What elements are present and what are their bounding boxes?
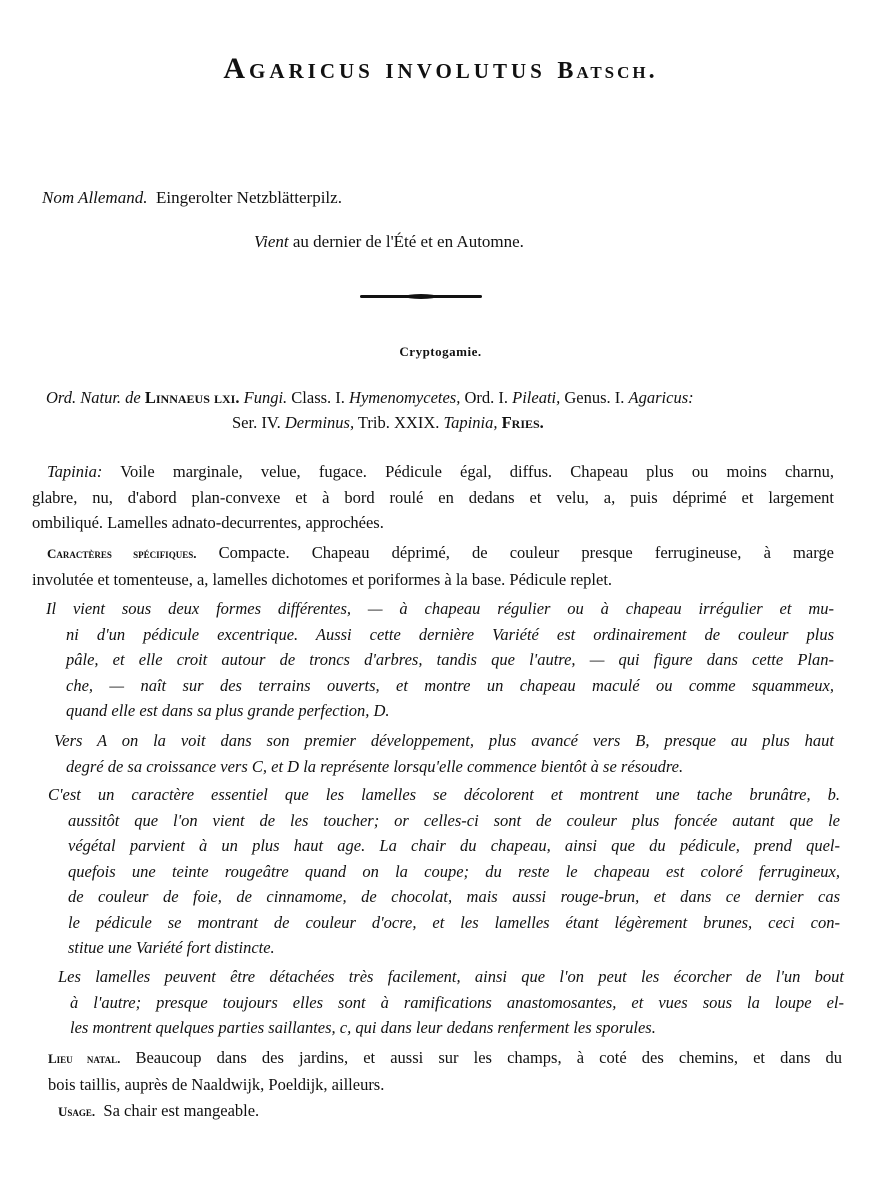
text-line: le pédicule se montrant de couleur d'ocre, et les lamelles étant légèrement brunes, ceci con- (68, 912, 840, 932)
class-hymenomycetes: Hymenomycetes, (349, 388, 461, 407)
text-line: involutée et tomenteuse, a, lamelles dichotomes et poriformes à la base. Pédicule replet. (32, 569, 613, 589)
text-line (48, 1045, 842, 1072)
paragraph-tapinia (32, 459, 834, 536)
nom-allemand-label: Nom Allemand. (42, 188, 148, 207)
class-fries: Fries. (501, 413, 544, 432)
classification-line-2 (232, 413, 544, 433)
text-line: bois taillis, auprès de Naaldwijk, Poeldijk, ailleurs. (48, 1074, 385, 1094)
nom-allemand (42, 188, 342, 208)
lieu-label: Lieu natal. (48, 1051, 121, 1066)
title-main: Agaricus involutus (223, 52, 546, 85)
text-line: pâle, et elle croit autour de troncs d'arbres, tandis que l'autre, — qui figure dans cette Plan- (66, 650, 834, 669)
section-heading: Cryptogamie. (399, 344, 482, 359)
class-derminus: Derminus, (284, 413, 355, 432)
text-line: C'est un caractère essentiel que les lamelles se décolorent et montrent une tache brunâtre, b. (48, 785, 840, 804)
text-line (32, 540, 834, 567)
text-line (32, 459, 834, 485)
class-pileati: Pileati, (512, 388, 561, 407)
paragraph-caracteres (32, 540, 834, 592)
text-line: glabre, nu, d'abord plan-convexe et à bord roulé en dedans et velu, a, puis déprimé et largement (32, 487, 834, 507)
class-de: de (125, 388, 141, 407)
class-linnaeus: Linnaeus lxi. (144, 388, 240, 407)
class-ser: Ser. IV. (232, 413, 281, 432)
paragraph-caractere-essentiel (48, 782, 840, 961)
text-line: à l'autre; presque toujours elles sont à ramifications anastomosantes, et vues sous la loupe el- (70, 992, 844, 1012)
class-genus: Genus. I. (564, 388, 625, 407)
text-span: Beaucoup dans des jardins, et aussi sur les champs, à coté des chemins, et dans du (135, 1048, 842, 1067)
text-line: quefois une teinte rougeâtre quand on la coupe; du reste le chapeau est coloré ferrugineux, (68, 861, 840, 881)
text-line: de couleur de foie, de cinnamome, de chocolat, mais aussi rouge-brun, et dans ce dernier cas (68, 887, 840, 906)
text-line: végétal parvient à un plus haut age. La chair du chapeau, ainsi que du pédicule, prend quel- (68, 836, 840, 855)
decorative-rule (360, 295, 482, 298)
class-ord: Ord. I. (464, 388, 509, 407)
class-ord-natur: Ord. Natur. (46, 388, 122, 407)
text-line: stitue une Variété fort distincte. (68, 938, 275, 957)
text-line: les montrent quelques parties saillantes, c, qui dans leur dedans renferment les sporules. (70, 1018, 656, 1037)
paragraph-lieu-natal (48, 1045, 842, 1097)
text-line: degré de sa croissance vers C, et D la représente lorsqu'elle commence bientôt à se résoudre. (66, 756, 684, 776)
text-span: Voile marginale, velue, fugace. Pédicule égal, diffus. Chapeau plus ou moins charnu, (120, 462, 834, 481)
usage-label: Usage. (58, 1104, 96, 1119)
title-author: Batsch. (557, 58, 658, 84)
text-line: che, — naît sur des terrains ouverts, et montre un chapeau maculé ou comme squammeux, (66, 675, 834, 695)
vient-label: Vient (254, 232, 289, 251)
paragraph-formes (46, 596, 834, 724)
usage-line (58, 1101, 259, 1121)
class-tapinia: Tapinia, (443, 413, 498, 432)
class-fungi: Fungi. (243, 388, 288, 407)
class-agaricus: Agaricus: (628, 388, 694, 407)
text-line: Il vient sous deux formes différentes, — à chapeau régulier ou à chapeau irrégulier et mu- (46, 599, 834, 618)
nom-allemand-value: Eingerolter Netzblätterpilz. (155, 188, 342, 207)
text-line: aussitôt que l'on vient de les toucher; or celles-ci sont de couleur plus foncée autant que le (68, 810, 840, 830)
class-trib: Trib. XXIX. (357, 413, 440, 432)
text-line: Les lamelles peuvent être détachées très facilement, ainsi que l'on peut les écorcher de l'un bout (58, 967, 844, 986)
text-line: ni d'un pédicule excentrique. Aussi cette dernière Variété est ordinairement de couleur plus (66, 624, 834, 644)
season-line (254, 232, 524, 252)
class-class: Class. I. (291, 388, 345, 407)
text-line: Vers A on la voit dans son premier développement, plus avancé vers B, presque au plus haut (54, 731, 834, 750)
vient-rest: au dernier de l'Été et en Automne. (292, 232, 524, 251)
paragraph-vers (54, 728, 834, 779)
text-span: Compacte. Chapeau déprimé, de couleur presque ferrugineuse, à marge (218, 543, 834, 562)
caracteres-label: Caractères spécifiques. (47, 546, 197, 561)
tapinia-label: Tapinia: (47, 462, 103, 481)
classification-line-1 (46, 388, 694, 408)
text-line: quand elle est dans sa plus grande perfection, D. (66, 701, 390, 720)
paragraph-lamelles (58, 964, 844, 1041)
text-line: ombiliqué. Lamelles adnato-decurrentes, approchées. (32, 513, 384, 532)
usage-value: Sa chair est mangeable. (103, 1101, 260, 1120)
page-title (0, 52, 881, 86)
